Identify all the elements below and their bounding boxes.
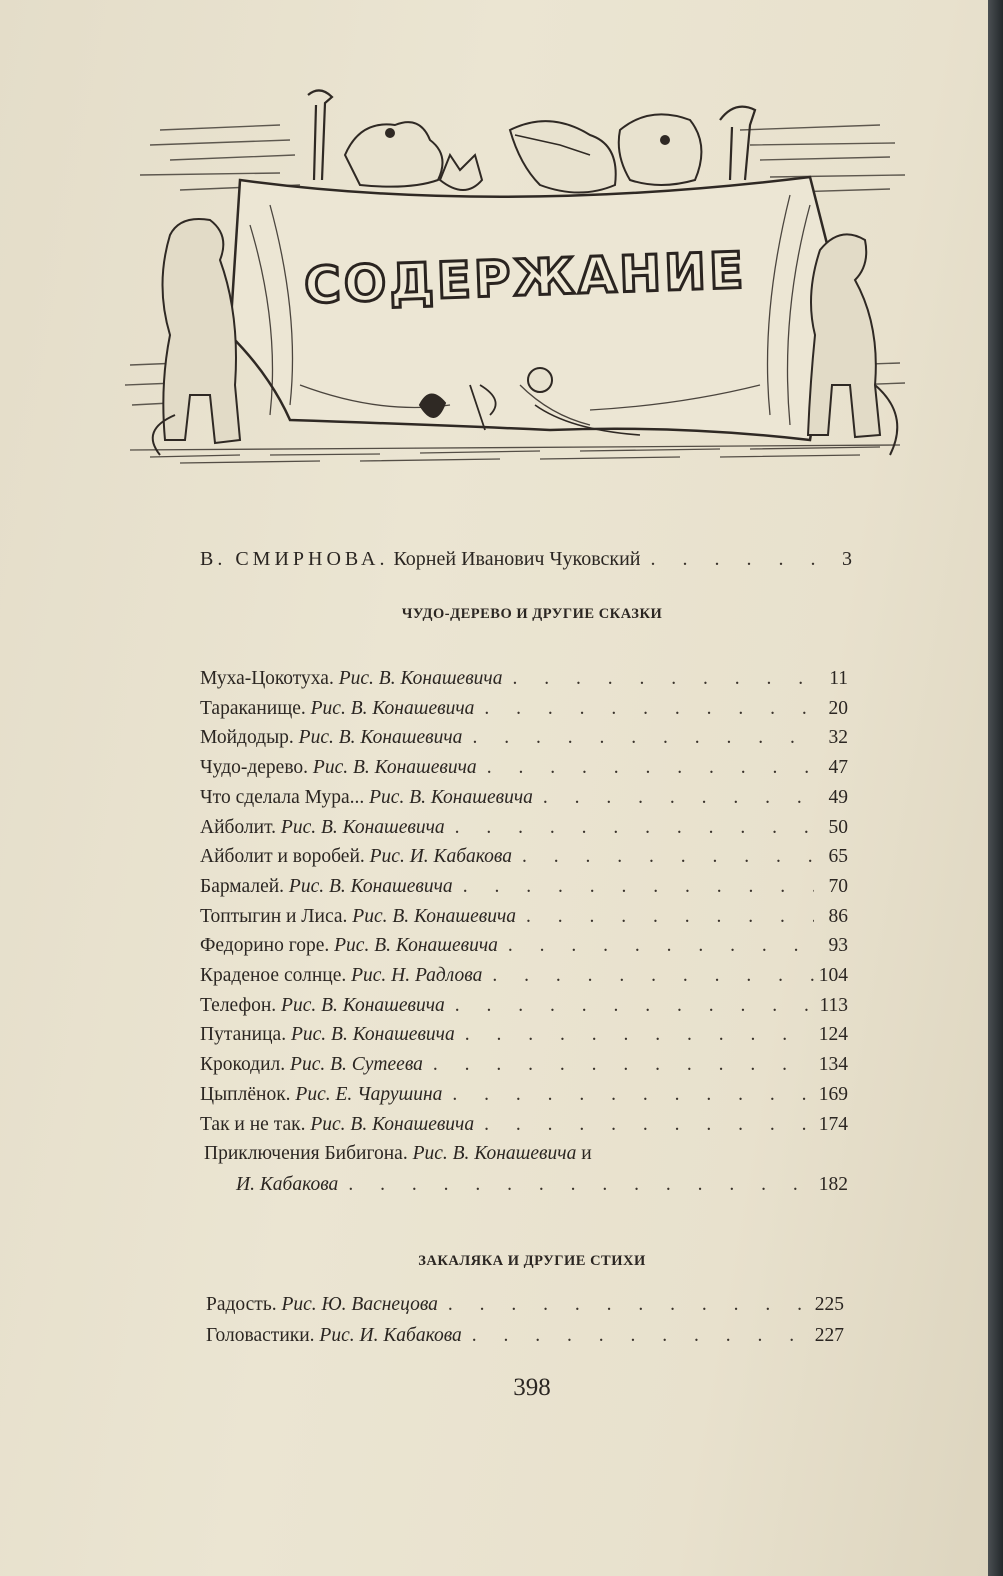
dot-leader bbox=[453, 876, 814, 898]
dot-leader bbox=[498, 935, 814, 957]
entry-credit: Рис. Е. Чарушина bbox=[295, 1083, 443, 1105]
entry-credit: Рис. В. Конашевича bbox=[281, 994, 445, 1016]
page-ref: 32 bbox=[828, 727, 848, 749]
page-ref: 70 bbox=[828, 875, 848, 897]
entry-title: Топтыгин и Лиса. bbox=[200, 905, 348, 927]
toc-entry-continuation bbox=[236, 1174, 848, 1196]
entry-credit: Рис. В. Конашевича bbox=[334, 935, 498, 957]
toc-entry bbox=[200, 698, 848, 720]
toc-entry bbox=[200, 1114, 848, 1136]
entry-title: Айболит. bbox=[200, 816, 277, 838]
entry-title: Бармалей. bbox=[200, 875, 285, 897]
page-ref: 65 bbox=[828, 846, 848, 868]
entry-credit: Рис. В. Конашевича bbox=[310, 697, 475, 719]
entry-credit-tail: и bbox=[581, 1143, 592, 1165]
entry-credit: Рис. В. Конашевича bbox=[288, 875, 453, 897]
page-ref: 93 bbox=[828, 935, 848, 957]
section-heading: ЧУДО-ДЕРЕВО И ДРУГИЕ СКАЗКИ bbox=[401, 606, 663, 622]
entry-title: Путаница. bbox=[200, 1024, 287, 1046]
entry-credit: Рис. В. Конашевича bbox=[280, 816, 445, 838]
entry-credit: Рис. И. Кабакова bbox=[319, 1325, 462, 1346]
toc-entry bbox=[206, 1325, 844, 1347]
entry-title: Федорино горе. bbox=[200, 935, 330, 957]
page-ref: 104 bbox=[818, 965, 848, 986]
dot-leader bbox=[442, 1084, 814, 1106]
page-ref: 11 bbox=[829, 668, 848, 689]
toc-entry bbox=[200, 1024, 848, 1046]
dot-leader bbox=[445, 817, 814, 839]
entry-credit: Рис. В. Конашевича bbox=[310, 1113, 475, 1135]
page-ref: 225 bbox=[814, 1294, 844, 1315]
toc-entry bbox=[200, 876, 848, 898]
toc-entry bbox=[200, 727, 848, 749]
page-ref: 50 bbox=[828, 816, 848, 838]
dot-leader bbox=[423, 1054, 814, 1076]
entry-title: Телефон. bbox=[200, 994, 277, 1016]
dot-leader bbox=[512, 846, 814, 868]
entry-credit: Рис. В. Конашевича bbox=[369, 786, 533, 808]
entry-credit: Рис. В. Конашевича bbox=[312, 757, 477, 779]
entry-credit: Рис. В. Сутеева bbox=[290, 1054, 423, 1076]
page-ref: 124 bbox=[818, 1024, 848, 1046]
page-ref: 169 bbox=[818, 1083, 848, 1105]
toc-entry bbox=[200, 1084, 848, 1106]
entry-title: Краденое солнце. bbox=[200, 965, 347, 986]
toc-entry bbox=[200, 846, 848, 868]
entry-credit: Рис. В. Конашевича bbox=[338, 668, 503, 689]
dot-leader bbox=[533, 787, 814, 809]
page-ref: 20 bbox=[828, 697, 848, 719]
entry-title: Чудо-дерево. bbox=[200, 757, 309, 779]
page-ref: 47 bbox=[828, 757, 848, 779]
dot-leader bbox=[482, 965, 814, 987]
entry-credit: Рис. Ю. Васнецова bbox=[281, 1294, 438, 1315]
toc-entry bbox=[200, 935, 848, 957]
dot-leader bbox=[462, 727, 814, 749]
intro-author: В. СМИРНОВА. bbox=[200, 548, 389, 570]
dot-leader bbox=[462, 1325, 810, 1347]
entry-credit: Рис. В. Конашевича bbox=[412, 1143, 577, 1165]
dot-leader bbox=[338, 1174, 814, 1196]
entry-title: Муха-Цокотуха. bbox=[200, 668, 334, 689]
entry-title: Головастики. bbox=[206, 1325, 315, 1346]
toc-entry bbox=[200, 668, 848, 690]
toc-entry bbox=[200, 757, 848, 779]
entry-credit: Рис. В. Конашевича bbox=[290, 1024, 455, 1046]
toc-entry bbox=[200, 965, 848, 987]
toc-entry bbox=[200, 906, 848, 928]
toc-entry bbox=[204, 1143, 592, 1165]
page-number: 398 bbox=[513, 1374, 551, 1401]
banner-heading: СОДЕРЖАНИЕ bbox=[303, 241, 748, 315]
entry-credit: Рис. И. Кабакова bbox=[369, 846, 513, 868]
dot-leader bbox=[438, 1294, 810, 1316]
page-ref: 86 bbox=[828, 905, 848, 927]
book-edge bbox=[988, 0, 1003, 1576]
toc-entry bbox=[200, 1054, 848, 1076]
entry-title: Крокодил. bbox=[200, 1054, 286, 1076]
page-ref: 49 bbox=[828, 786, 848, 808]
entry-credit: Рис. В. Конашевича bbox=[352, 905, 517, 927]
entry-credit: Рис. В. Конашевича bbox=[298, 727, 463, 749]
entry-credit: Рис. Н. Радлова bbox=[351, 965, 483, 986]
toc-entry bbox=[206, 1294, 844, 1316]
dot-leader bbox=[477, 757, 814, 779]
toc-entry bbox=[200, 995, 848, 1017]
dot-leader bbox=[502, 668, 814, 690]
toc-entry bbox=[200, 787, 848, 809]
entry-title: Цыплёнок. bbox=[200, 1083, 291, 1105]
toc-intro-entry bbox=[200, 548, 852, 571]
page-ref: 174 bbox=[818, 1113, 848, 1135]
page-ref: 182 bbox=[818, 1173, 848, 1195]
entry-title: Приключения Бибигона. bbox=[204, 1143, 408, 1165]
section-heading: ЗАКАЛЯКА И ДРУГИЕ СТИХИ bbox=[418, 1253, 646, 1269]
entry-title: Мойдодыр. bbox=[200, 727, 294, 749]
entry-title: Айболит и воробей. bbox=[200, 846, 365, 868]
entry-credit: И. Кабакова bbox=[236, 1173, 339, 1195]
page-ref: 3 bbox=[842, 548, 852, 570]
intro-title: Корней Иванович Чуковский bbox=[393, 548, 641, 570]
dot-leader bbox=[455, 1024, 814, 1046]
entry-title: Тараканище. bbox=[200, 697, 306, 719]
dot-leader bbox=[641, 548, 818, 571]
page-ref: 227 bbox=[814, 1325, 844, 1346]
page-ref: 134 bbox=[818, 1054, 848, 1076]
dot-leader bbox=[474, 698, 814, 720]
dot-leader bbox=[474, 1114, 814, 1136]
animals-holding-banner-illustration bbox=[120, 85, 910, 470]
dot-leader bbox=[516, 906, 814, 928]
entry-title: Радость. bbox=[206, 1294, 277, 1315]
toc-entry bbox=[200, 817, 848, 839]
entry-title: Так и не так. bbox=[200, 1113, 306, 1135]
dot-leader bbox=[445, 995, 814, 1017]
page-ref: 113 bbox=[819, 994, 848, 1016]
entry-title: Что сделала Мура... bbox=[200, 786, 365, 808]
